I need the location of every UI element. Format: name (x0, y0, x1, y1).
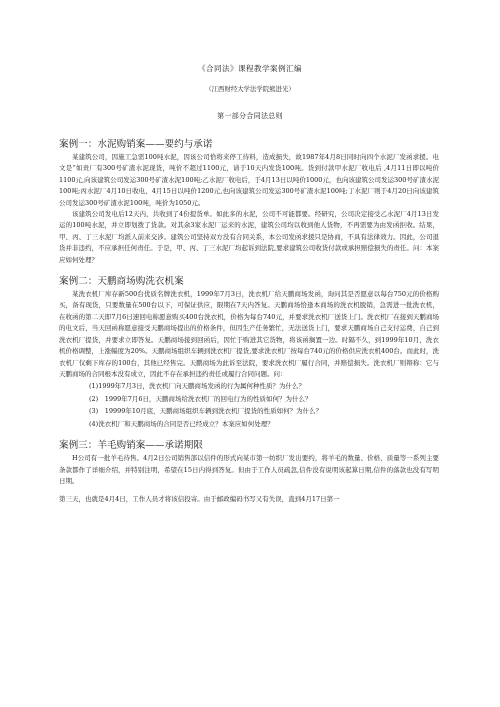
case2-question-1: (1)1999年7月3日，洗衣机厂向天鹏商场发函的行为属何种性质？为什么？ (89, 382, 306, 391)
document-subtitle: （江西财经大学法学院熊进光） (205, 85, 295, 93)
case1-paragraph-2: 该建筑公司发电后12天内，共收到了4份提货单。如此多的水泥，公司不可能都要。经研究，公司决定接受乙水泥厂4月13日发运的100吨水泥，并立即划拨了货款。对其余3家水泥厂运来的水泥，建筑公司均以收到他人货物，不再需要为由发函拒收。结果，甲、丙、丁三水泥厂均派人前来交涉。建筑公司坚持双方没有合同关系，本公司发函求援只是协商，不具有法律效力。因此，公司退货并非违约，不应承担任何责任。于是，甲、丙、丁三水泥厂均起诉到法院,要求建筑公司收货付款或承担赔偿损失的责任。问：本案应如何处理？ (59, 210, 439, 264)
case2-question-2: (2) 1999年7月6日，天鹏商场给洗衣机厂的回电行为的性质如何？为什么？ (89, 394, 312, 403)
case3-title: 案例三：羊毛购销案——承诺期限 (59, 440, 203, 452)
document-body (59, 138, 439, 505)
case2-title: 案例二：天鹏商场购洗衣机案 (59, 276, 184, 288)
case2-question-4: (4)洗衣机厂和天鹏商场的合同是否已经成立？本案应如何处理？ (89, 419, 274, 428)
part-title: 第一部分合同法总则 (217, 112, 283, 120)
case3-paragraph-2: 第三天，也就是4月4日，工作人员才将该信投寄。由于邮政编码书写又有失误，直到4月17日第一 (59, 494, 340, 503)
case3-paragraph: H公司有一批羊毛待售。4月2日公司销售部以信件的形式向某市第一纺织厂发出要约，将羊毛的数量、价格、质量等一系列主要条款都作了详细介绍，并特别注明，希望在15日内得到答复。但由于工作人员疏忽,信件没有说明该起算日期,信件的落款也没有写明日期。 (59, 454, 439, 486)
section-gap (59, 266, 439, 275)
case1-title: 案例一：水泥购销案——要约与承诺 (59, 139, 213, 150)
section-gap (59, 430, 439, 439)
case2-paragraph: 某洗衣机厂库存新500台优质名牌洗衣机，1999年7月3日，洗衣机厂给天鹏商场发函，询问其是否愿意以每台750元的价格购买，备有现货，只要数量在500台以下，可保证供应，限期在7天内答复。天鹏商场恰逢本商场的洗衣机脱销，急需进一批洗衣机，在收函的第二天即7月6日速回电称愿意购买400台洗衣机，价格为每台740元，并要求洗衣机厂送货上门。洗衣机厂在接到天鹏商场的电文后，当天回函称愿意接受天鹏商场提出的价格条件，但因生产任务繁忙，无法送货上门，要求天鹏商场自己支付运费，自己到洗衣机厂提货，并要求立即答复。天鹏商场接到回函后，因忙于购进其它货物，将该函搁置一边。时隔不久，到1999年10月，洗衣机价格调整，上涨幅度为20%。天鹏商场组织车辆到洗衣机厂提货,要求洗衣机厂按每台740元的价格供应洗衣机400台。而此时，洗衣机厂仅剩下库存的100台，其他已经售完。天鹏商场为此诉至法院，要求洗衣机厂履行合同，并赔偿损失。洗衣机厂则辩称：它与天鹏商场的合同根本没有成立，因此不存在承担违约责任或履行合同问题。问： (59, 290, 439, 378)
case1-paragraph-1: 某建筑公司，因施工急需100吨水泥，因该公司恰将来停工待料，造成损失，故1987年4月8日同时向四个水泥厂发函求援。电文是“如贵厂有300号矿渣水泥现货，吨价不超过1100元，请于10天内发货100吨。货到付款甲水泥厂收电后 ,4月11日即以吨价1100元,向该建筑公司发运300号矿渣水泥100吨;乙水泥厂收电后，于4月13日以吨价1000元，也向该建筑公司发运300号矿渣水泥100吨;丙水泥厂4月10日收电，4月15日以吨价1200元,也向该建筑公司发运300号矿渣水泥100吨;丁水泥厂则于4月20日向该建筑公司发运300号矿渣水泥100吨，吨价为1050元。 (59, 153, 439, 207)
case2-question-3: (3) 19999年10月底，天鹏商场组织车辆到洗衣机厂提货的性质如何？为什么？ (89, 407, 323, 416)
document-title: 《合同法》课程教学案例汇编 (198, 64, 302, 73)
